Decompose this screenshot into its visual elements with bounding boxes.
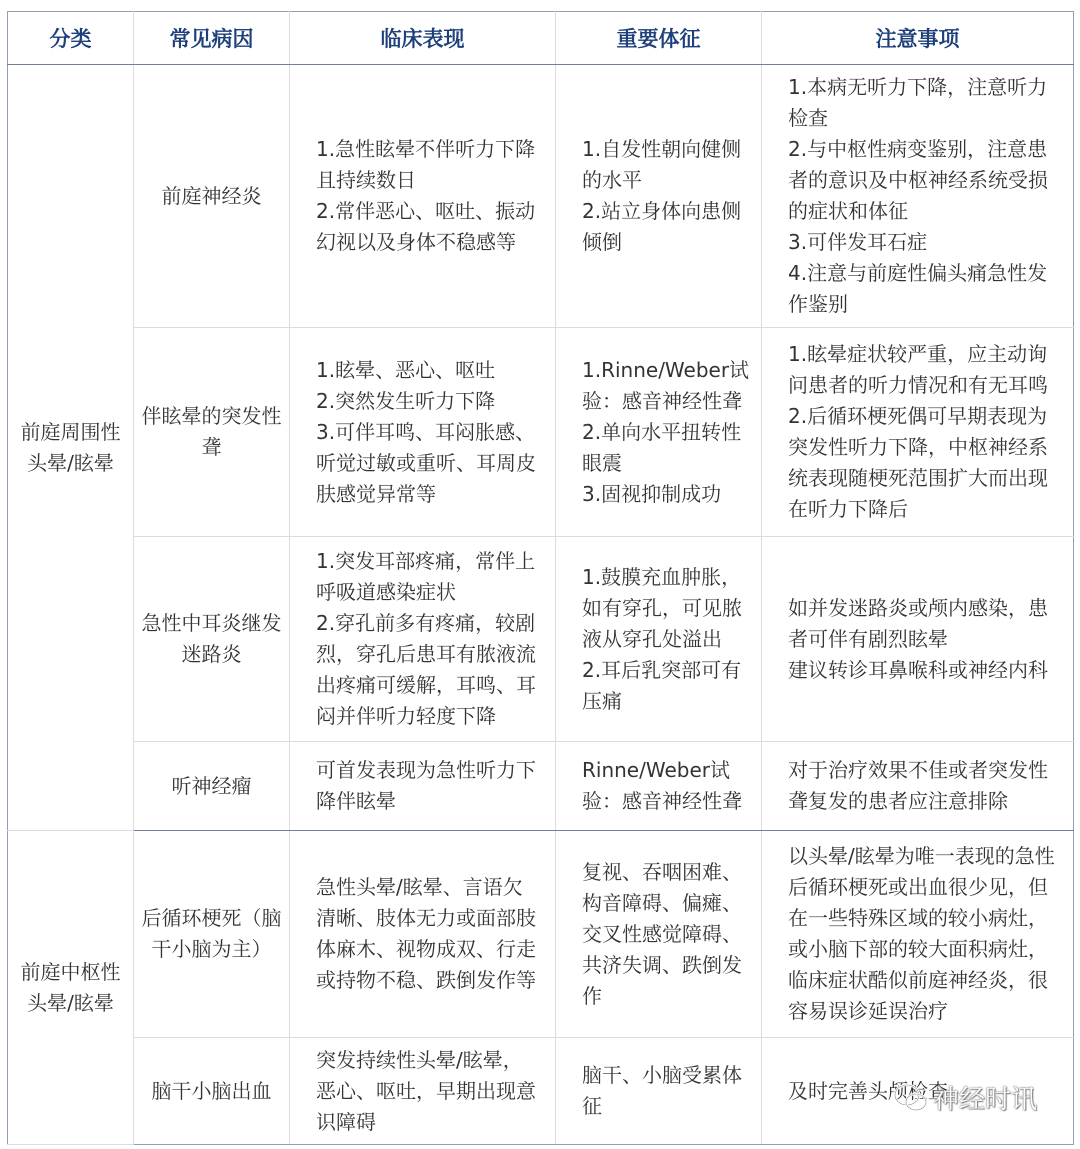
category-cell bbox=[8, 831, 134, 1145]
cell-line: 验：感音神经性聋 bbox=[582, 789, 742, 813]
cell-line: 作 bbox=[582, 983, 602, 1008]
cell-line: 倾倒 bbox=[582, 230, 622, 254]
cell-line: 且持续数日 bbox=[316, 168, 416, 192]
cell-line: 1.眩晕症状较严重，应主动询 bbox=[788, 342, 1048, 366]
diagnosis-table bbox=[7, 11, 1074, 1145]
clinical-cell bbox=[290, 1038, 556, 1145]
cell-line: 清晰、肢体无力或面部肢 bbox=[316, 906, 536, 930]
cell-line: 伴眩晕的突发性 bbox=[141, 404, 282, 428]
notes-cell bbox=[762, 831, 1074, 1038]
header-clinical: 临床表现 bbox=[290, 12, 556, 65]
cell-line: 或持物不稳、跌倒发作等 bbox=[316, 968, 536, 992]
table-row bbox=[8, 537, 1074, 742]
cell-line: 对于治疗效果不佳或者突发性 bbox=[788, 758, 1048, 782]
cell-line: 者的意识及中枢神经系统受损 bbox=[788, 168, 1048, 192]
cell-line: 头晕/眩晕 bbox=[27, 990, 114, 1015]
cell-line: 1.急性眩晕不伴听力下降 bbox=[316, 137, 536, 161]
table-row bbox=[8, 831, 1074, 1038]
cause-cell bbox=[134, 831, 290, 1038]
cell-line: 征 bbox=[582, 1094, 602, 1118]
cell-line: 脑干、小脑受累体 bbox=[582, 1063, 742, 1087]
cell-line: 如有穿孔，可见脓 bbox=[582, 595, 742, 620]
clinical-cell bbox=[290, 65, 556, 328]
cell-line: 问患者的听力情况和有无耳鸣 bbox=[788, 373, 1048, 397]
cell-line: 压痛 bbox=[582, 688, 622, 713]
cell-line: 降伴眩晕 bbox=[316, 789, 396, 813]
cause-cell bbox=[134, 65, 290, 328]
cell-line: 4.注意与前庭性偏头痛急性发 bbox=[788, 261, 1048, 285]
table-row bbox=[8, 328, 1074, 537]
cell-line: 迷路炎 bbox=[181, 642, 242, 666]
cell-line: 1.Rinne/Weber试 bbox=[582, 357, 750, 382]
cell-line: 以头晕/眩晕为唯一表现的急性 bbox=[788, 844, 1055, 868]
cell-line: 统表现随梗死范围扩大而出现 bbox=[788, 466, 1048, 490]
cell-line: 烈，穿孔后患耳有脓液流 bbox=[316, 642, 536, 666]
notes-cell bbox=[762, 65, 1074, 328]
wechat-icon bbox=[893, 1083, 929, 1113]
cell-line: 2.耳后乳突部可有 bbox=[582, 657, 742, 682]
cell-line: 在听力下降后 bbox=[788, 497, 908, 521]
header-category: 分类 bbox=[8, 12, 134, 65]
cell-line: 听觉过敏或重听、耳周皮 bbox=[316, 450, 536, 475]
header-notes: 注意事项 bbox=[762, 12, 1074, 65]
signs-cell bbox=[556, 537, 762, 742]
cell-line: 2.穿孔前多有疼痛，较剧 bbox=[316, 611, 536, 635]
cell-line: 3.固视抑制成功 bbox=[582, 481, 722, 506]
cell-line: 突发持续性头晕/眩晕， bbox=[316, 1047, 523, 1072]
notes-cell bbox=[762, 328, 1074, 537]
cell-line: 的水平 bbox=[582, 168, 642, 192]
cell-line: 检查 bbox=[788, 106, 828, 130]
cell-line: 临床症状酷似前庭神经炎，很 bbox=[788, 968, 1048, 992]
cell-line: 后循环梗死（脑 bbox=[141, 906, 282, 930]
cell-line: 2.单向水平扭转性 bbox=[582, 419, 742, 444]
cell-line: 急性头晕/眩晕、言语欠 bbox=[316, 875, 523, 899]
signs-cell bbox=[556, 742, 762, 831]
cell-line: 眼震 bbox=[582, 450, 622, 475]
cell-line: 复视、吞咽困难、 bbox=[582, 859, 742, 884]
cell-line: 2.与中枢性病变鉴别，注意患 bbox=[788, 137, 1048, 161]
cause-cell bbox=[134, 1038, 290, 1145]
cell-line: Rinne/Weber试 bbox=[582, 758, 730, 782]
header-row bbox=[8, 12, 1074, 65]
table-row bbox=[8, 742, 1074, 831]
cell-line: 可首发表现为急性听力下 bbox=[316, 758, 536, 782]
cell-line: 2.后循环梗死偶可早期表现为 bbox=[788, 404, 1048, 428]
cell-line: 者可伴有剧烈眩晕 bbox=[788, 626, 948, 651]
cell-line: 恶心、呕吐，早期出现意 bbox=[316, 1078, 536, 1103]
cell-line: 聋复发的患者应注意排除 bbox=[788, 789, 1008, 813]
notes-cell bbox=[762, 742, 1074, 831]
cell-line: 1.突发耳部疼痛，常伴上 bbox=[316, 549, 536, 573]
cell-line: 交叉性感觉障碍、 bbox=[582, 921, 742, 946]
cell-line: 2.突然发生听力下降 bbox=[316, 388, 496, 413]
cell-line: 的症状和体征 bbox=[788, 199, 908, 223]
clinical-cell bbox=[290, 742, 556, 831]
cell-line: 如并发迷路炎或颅内感染，患 bbox=[788, 595, 1048, 620]
cell-line: 后循环梗死或出血很少见，但 bbox=[788, 875, 1048, 899]
cause-cell bbox=[134, 742, 290, 831]
cause-cell bbox=[134, 328, 290, 537]
notes-cell bbox=[762, 537, 1074, 742]
cell-line: 验：感音神经性聋 bbox=[582, 388, 742, 413]
cell-line: 共济失调、跌倒发 bbox=[582, 952, 742, 977]
clinical-cell bbox=[290, 537, 556, 742]
cell-line: 3.可伴耳鸣、耳闷胀感、 bbox=[316, 419, 536, 444]
cell-line: 突发性听力下降，中枢神经系 bbox=[788, 435, 1048, 459]
signs-cell bbox=[556, 65, 762, 328]
cell-line: 急性中耳炎继发 bbox=[141, 611, 282, 635]
cell-line: 1.本病无听力下降，注意听力 bbox=[788, 75, 1048, 99]
cell-line: 建议转诊耳鼻喉科或神经内科 bbox=[788, 657, 1048, 682]
cell-line: 闷并伴听力轻度下降 bbox=[316, 704, 496, 728]
watermark-text: 神经时讯 bbox=[933, 1085, 1038, 1115]
cell-line: 脑干小脑出血 bbox=[151, 1078, 272, 1103]
cell-line: 前庭神经炎 bbox=[161, 183, 262, 208]
header-signs: 重要体征 bbox=[556, 12, 762, 65]
cell-line: 聋 bbox=[201, 435, 222, 459]
category-cell bbox=[8, 65, 134, 831]
cell-line: 干小脑为主） bbox=[151, 937, 272, 961]
signs-cell bbox=[556, 328, 762, 537]
cell-line: 及时完善头颅检查 bbox=[788, 1078, 948, 1103]
signs-cell bbox=[556, 1038, 762, 1145]
cell-line: 2.常伴恶心、呕吐、振动 bbox=[316, 199, 536, 223]
table-row bbox=[8, 65, 1074, 328]
cell-line: 作鉴别 bbox=[788, 292, 848, 316]
cell-line: 体麻木、视物成双、行走 bbox=[316, 937, 536, 961]
clinical-cell bbox=[290, 831, 556, 1038]
cell-line: 或小脑下部的较大面积病灶， bbox=[788, 937, 1048, 961]
watermark bbox=[893, 1079, 1037, 1116]
cell-line: 1.眩晕、恶心、呕吐 bbox=[316, 357, 496, 382]
cell-line: 构音障碍、偏瘫、 bbox=[582, 890, 742, 915]
cell-line: 前庭周围性 bbox=[20, 419, 121, 444]
cell-line: 2.站立身体向患侧 bbox=[582, 199, 742, 223]
cell-line: 前庭中枢性 bbox=[20, 959, 121, 984]
cell-line: 听神经瘤 bbox=[171, 773, 252, 798]
cell-line: 出疼痛可缓解，耳鸣、耳 bbox=[316, 673, 536, 697]
cell-line: 肤感觉异常等 bbox=[316, 481, 436, 506]
cell-line: 在一些特殊区域的较小病灶， bbox=[788, 906, 1048, 930]
cell-line: 识障碍 bbox=[316, 1109, 376, 1134]
cell-line: 1.鼓膜充血肿胀， bbox=[582, 564, 742, 589]
clinical-cell bbox=[290, 328, 556, 537]
cell-line: 呼吸道感染症状 bbox=[316, 580, 456, 604]
cell-line: 液从穿孔处溢出 bbox=[582, 626, 722, 651]
signs-cell bbox=[556, 831, 762, 1038]
cell-line: 头晕/眩晕 bbox=[27, 450, 114, 475]
cell-line: 幻视以及身体不稳感等 bbox=[316, 230, 516, 254]
cell-line: 1.自发性朝向健侧 bbox=[582, 137, 742, 161]
cause-cell bbox=[134, 537, 290, 742]
cell-line: 3.可伴发耳石症 bbox=[788, 230, 928, 254]
cell-line: 容易误诊延误治疗 bbox=[788, 999, 948, 1023]
header-cause: 常见病因 bbox=[134, 12, 290, 65]
